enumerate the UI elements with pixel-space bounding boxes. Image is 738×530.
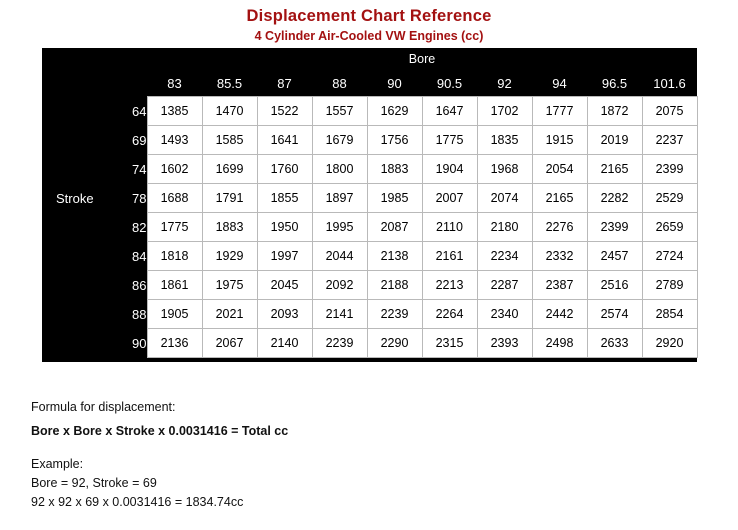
example-label: Example: [31,457,84,471]
stroke-row-header [42,271,147,300]
displacement-cell: 2393 [477,329,532,358]
displacement-cell: 2019 [587,126,642,155]
displacement-cell: 1522 [257,97,312,126]
bore-axis-label: Bore [147,48,697,70]
displacement-cell: 2789 [642,271,697,300]
table-corner-header [42,70,147,97]
stroke-axis-label [42,336,60,351]
stroke-axis-label [42,249,60,264]
displacement-cell: 1775 [422,126,477,155]
displacement-cell: 1861 [147,271,202,300]
table-row [42,300,697,329]
page-header [0,0,738,45]
displacement-cell: 2093 [257,300,312,329]
displacement-cell: 2276 [532,213,587,242]
bore-column-header: 92 [477,70,532,97]
displacement-cell: 1699 [202,155,257,184]
notes-block [31,398,691,512]
displacement-cell: 2399 [587,213,642,242]
stroke-value-label: 69 [132,132,147,148]
stroke-value-label: 90 [132,335,147,351]
displacement-cell: 2340 [477,300,532,329]
displacement-cell: 2045 [257,271,312,300]
displacement-cell: 1997 [257,242,312,271]
displacement-cell: 1905 [147,300,202,329]
stroke-row-header [42,126,147,155]
bore-column-header: 94 [532,70,587,97]
displacement-cell: 1493 [147,126,202,155]
bore-column-header: 96.5 [587,70,642,97]
bore-header-row [42,70,697,97]
displacement-cell: 1995 [312,213,367,242]
displacement-cell: 2516 [587,271,642,300]
displacement-table-wrap [42,48,697,362]
displacement-cell: 2140 [257,329,312,358]
displacement-cell: 2282 [587,184,642,213]
displacement-cell: 2529 [642,184,697,213]
displacement-cell: 2087 [367,213,422,242]
stroke-row-header [42,155,147,184]
displacement-cell: 2287 [477,271,532,300]
displacement-cell: 1641 [257,126,312,155]
displacement-cell: 1557 [312,97,367,126]
displacement-cell: 2074 [477,184,532,213]
displacement-cell: 2136 [147,329,202,358]
table-row [42,213,697,242]
stroke-row-header [42,184,147,213]
stroke-axis-label [42,162,60,177]
displacement-cell: 1800 [312,155,367,184]
displacement-cell: 2165 [532,184,587,213]
displacement-cell: 2213 [422,271,477,300]
bore-column-header: 90.5 [422,70,477,97]
displacement-cell: 2399 [642,155,697,184]
displacement-cell: 2237 [642,126,697,155]
displacement-cell: 1679 [312,126,367,155]
displacement-cell: 2161 [422,242,477,271]
displacement-cell: 2315 [422,329,477,358]
stroke-value-label: 82 [132,219,147,235]
displacement-cell: 2457 [587,242,642,271]
table-row [42,271,697,300]
displacement-cell: 2264 [422,300,477,329]
displacement-cell: 2659 [642,213,697,242]
displacement-cell: 2239 [367,300,422,329]
table-bottom-spacer [42,358,697,363]
stroke-axis-label [42,307,60,322]
stroke-value-label: 74 [132,161,147,177]
displacement-cell: 1629 [367,97,422,126]
displacement-cell: 1702 [477,97,532,126]
displacement-cell: 2007 [422,184,477,213]
table-row [42,242,697,271]
displacement-cell: 2724 [642,242,697,271]
displacement-cell: 2854 [642,300,697,329]
stroke-axis-label [42,133,60,148]
table-bottom-spacer-cell [42,358,697,363]
displacement-cell: 2574 [587,300,642,329]
displacement-cell: 1897 [312,184,367,213]
bore-column-header: 85.5 [202,70,257,97]
displacement-cell: 2234 [477,242,532,271]
stroke-axis-label [42,278,60,293]
displacement-cell: 2054 [532,155,587,184]
table-corner-top [42,48,147,70]
table-row [42,184,697,213]
formula-text: Bore x Bore x Stroke x 0.0031416 = Total cc [31,424,289,438]
displacement-cell: 1647 [422,97,477,126]
displacement-cell: 1985 [367,184,422,213]
displacement-cell: 1883 [367,155,422,184]
displacement-cell: 1950 [257,213,312,242]
displacement-cell: 1968 [477,155,532,184]
stroke-row-header [42,213,147,242]
stroke-value-label: 86 [132,277,147,293]
table-row [42,97,697,126]
displacement-cell: 2075 [642,97,697,126]
stroke-axis-label: Stroke [56,190,94,206]
formula-label: Formula for displacement: [31,400,176,414]
stroke-value-label: 88 [132,306,147,322]
displacement-cell: 1975 [202,271,257,300]
displacement-cell: 1929 [202,242,257,271]
displacement-cell: 1872 [587,97,642,126]
displacement-cell: 2141 [312,300,367,329]
stroke-value-label: 78 [132,190,147,206]
page-subtitle: 4 Cylinder Air-Cooled VW Engines (cc) [254,29,484,43]
displacement-cell: 1855 [257,184,312,213]
page-title: Displacement Chart Reference [246,7,492,25]
stroke-value-label: 84 [132,248,147,264]
bore-axis-row [42,48,697,70]
table-row [42,329,697,358]
stroke-row-header [42,329,147,358]
stroke-axis-label [42,220,60,235]
displacement-cell: 2138 [367,242,422,271]
displacement-cell: 1883 [202,213,257,242]
bore-column-header: 83 [147,70,202,97]
displacement-cell: 1585 [202,126,257,155]
displacement-cell: 1904 [422,155,477,184]
bore-column-header: 87 [257,70,312,97]
displacement-cell: 2498 [532,329,587,358]
displacement-cell: 1775 [147,213,202,242]
displacement-cell: 2332 [532,242,587,271]
displacement-cell: 2290 [367,329,422,358]
displacement-cell: 1756 [367,126,422,155]
displacement-cell: 2092 [312,271,367,300]
displacement-cell: 2044 [312,242,367,271]
displacement-table [42,48,698,362]
displacement-cell: 2110 [422,213,477,242]
stroke-value-label: 64 [132,103,147,119]
displacement-cell: 2021 [202,300,257,329]
notes-gap [31,441,691,455]
displacement-cell: 1470 [202,97,257,126]
displacement-cell: 1791 [202,184,257,213]
displacement-cell: 2165 [587,155,642,184]
displacement-cell: 1818 [147,242,202,271]
stroke-axis-label [42,104,60,119]
stroke-row-header [42,97,147,126]
displacement-cell: 2387 [532,271,587,300]
example-inputs: Bore = 92, Stroke = 69 [31,476,157,490]
example-math: 92 x 92 x 69 x 0.0031416 = 1834.74cc [31,495,244,509]
displacement-cell: 2188 [367,271,422,300]
stroke-row-header [42,300,147,329]
displacement-cell: 2920 [642,329,697,358]
displacement-cell: 2180 [477,213,532,242]
displacement-cell: 2633 [587,329,642,358]
displacement-cell: 1915 [532,126,587,155]
displacement-cell: 2067 [202,329,257,358]
displacement-cell: 2442 [532,300,587,329]
table-row [42,126,697,155]
displacement-cell: 1777 [532,97,587,126]
table-row [42,155,697,184]
displacement-cell: 2239 [312,329,367,358]
stroke-row-header [42,242,147,271]
displacement-cell: 1385 [147,97,202,126]
bore-column-header: 88 [312,70,367,97]
displacement-cell: 1835 [477,126,532,155]
displacement-cell: 1760 [257,155,312,184]
bore-column-header: 101.6 [642,70,697,97]
displacement-cell: 1688 [147,184,202,213]
displacement-cell: 1602 [147,155,202,184]
bore-column-header: 90 [367,70,422,97]
